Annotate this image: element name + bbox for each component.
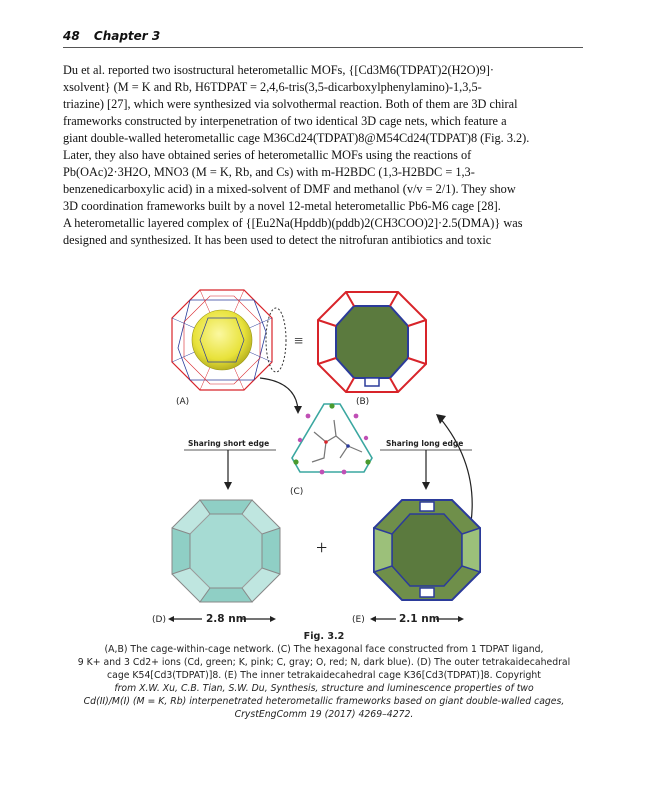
body-line: benzenedicarboxylic acid) in a mixed-solvent of DMF and methanol (v/v = 2/1). They show bbox=[63, 182, 516, 196]
body-line: giant double-walled heterometallic cage M36Cd24(TDPAT)8@M54Cd24(TDPAT)8 (Fig. 3.2). bbox=[63, 131, 530, 145]
body-line: Later, they also have obtained series of heterometallic MOFs using the reactions of bbox=[63, 148, 472, 162]
panel-c-hexagonal-face bbox=[292, 403, 372, 474]
body-line: Pb(OAc)2·3H2O, MNO3 (M = K, Rb, and Cs) with m-H2BDC (1,3-H2BDC = 1,3- bbox=[63, 165, 475, 179]
figure-caption bbox=[60, 630, 588, 721]
figure-graphic bbox=[140, 282, 510, 632]
panel-a-network bbox=[172, 290, 286, 390]
figure-3-2 bbox=[140, 282, 510, 632]
label-d: (D) bbox=[152, 615, 166, 625]
caption-line: 9 K+ and 3 Cd2+ ions (Cd, green; K, pink; C, gray; O, red; N, dark blue). (D) The outer tetrakaidecahedral bbox=[77, 657, 571, 668]
equals-sign: ≡ bbox=[294, 333, 304, 350]
scale-e: 2.1 nm bbox=[399, 613, 440, 625]
panel-d-outer-cage bbox=[172, 500, 280, 602]
chapter-title: Chapter 3 bbox=[93, 29, 161, 43]
label-e: (E) bbox=[352, 615, 365, 625]
caption-title: Fig. 3.2 bbox=[303, 631, 345, 642]
sharing-long-edge-label: Sharing long edge bbox=[386, 439, 464, 448]
caption-line: from X.W. Xu, C.B. Tian, S.W. Du, Synthesis, structure and luminescence properties of two bbox=[114, 683, 534, 694]
plus-sign: + bbox=[316, 537, 328, 559]
caption-line: Cd(II)/M(I) (M = K, Rb) interpenetrated heterometallic frameworks based on giant double-walled cages, bbox=[83, 696, 565, 707]
page-header bbox=[63, 29, 583, 48]
panel-e-inner-cage bbox=[374, 500, 480, 600]
body-line: frameworks constructed by interpenetration of two identical 3D cage nets, which feature a bbox=[63, 114, 507, 128]
sharing-short-edge-label: Sharing short edge bbox=[188, 439, 270, 448]
body-line: A heterometallic layered complex of {[Eu2Na(Hpddb)(pddb)2(CH3COO)2]·2.5(DMA)} was bbox=[63, 216, 523, 230]
body-line: xsolvent} (M = K and Rb, H6TDPAT = 2,4,6-tris(3,5-dicarboxylphenylamino)-1,3,5- bbox=[63, 80, 482, 94]
scale-d: 2.8 nm bbox=[206, 613, 247, 625]
body-line: designed and synthesized. It has been used to detect the nitrofuran antibiotics and toxic bbox=[63, 233, 492, 247]
label-c: (C) bbox=[290, 487, 304, 497]
body-paragraph bbox=[63, 62, 583, 249]
panel-b-cage bbox=[318, 292, 426, 392]
body-line: triazine) [27], which were synthesized via solvothermal reaction. Both of them are 3D chiral bbox=[63, 97, 518, 111]
caption-line: (A,B) The cage-within-cage network. (C) The hexagonal face constructed from 1 TDPAT ligand, bbox=[104, 644, 544, 655]
body-line: Du et al. reported two isostructural heterometallic MOFs, {[Cd3M6(TDPAT)2(H2O)9]· bbox=[63, 63, 494, 77]
label-a: (A) bbox=[176, 397, 190, 407]
page-number: 48 bbox=[63, 29, 80, 43]
caption-line: cage K54[Cd3(TDPAT)]8. (E) The inner tetrakaidecahedral cage K36[Cd3(TDPAT)]8. Copyright bbox=[107, 670, 541, 681]
body-line: 3D coordination frameworks built by a novel 12-metal heterometallic Pb6-M6 cage [28]. bbox=[63, 199, 501, 213]
label-b: (B) bbox=[356, 397, 370, 407]
caption-line: CrystEngComm 19 (2017) 4269–4272. bbox=[234, 709, 414, 720]
